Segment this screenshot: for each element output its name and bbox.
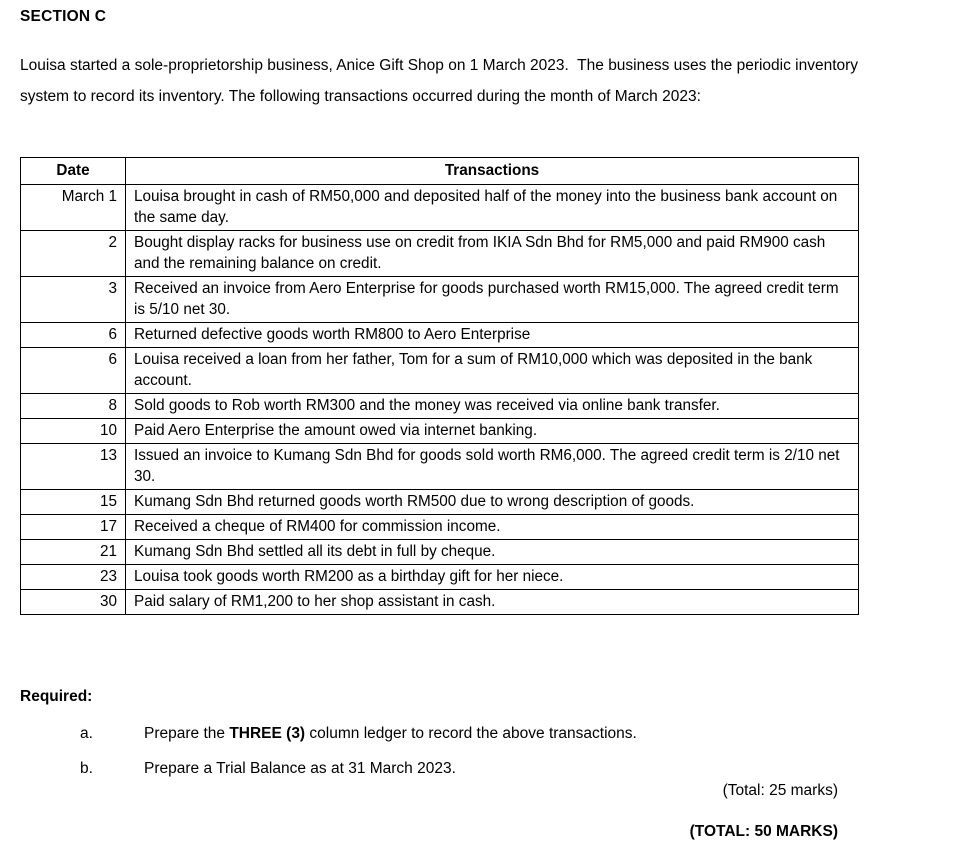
table-cell-date: 23 (21, 565, 126, 590)
transactions-table (20, 157, 859, 615)
table-cell-date: 30 (21, 590, 126, 615)
grand-total-note: (TOTAL: 50 MARKS) (689, 823, 838, 840)
table-row (21, 490, 859, 515)
column-header-transactions: Transactions (126, 158, 859, 185)
table-cell-transaction: Louisa received a loan from her father, Tom for a sum of RM10,000 which was deposited in the bank account. (126, 348, 859, 394)
table-cell-date: 3 (21, 277, 126, 323)
table-cell-date: 17 (21, 515, 126, 540)
table-cell-date: 8 (21, 394, 126, 419)
required-item-a-text-bold: THREE (3) (229, 725, 306, 742)
table-row (21, 185, 859, 231)
table-cell-transaction: Bought display racks for business use on credit from IKIA Sdn Bhd for RM5,000 and paid RM900 cash and the remaining balance on credit. (126, 231, 859, 277)
table-cell-transaction: Sold goods to Rob worth RM300 and the money was received via online bank transfer. (126, 394, 859, 419)
table-cell-transaction: Paid Aero Enterprise the amount owed via internet banking. (126, 419, 859, 444)
table-cell-transaction: Paid salary of RM1,200 to her shop assistant in cash. (126, 590, 859, 615)
table-cell-date: 15 (21, 490, 126, 515)
table-cell-transaction: Received a cheque of RM400 for commission income. (126, 515, 859, 540)
required-label: Required: (20, 688, 93, 705)
table-cell-transaction: Kumang Sdn Bhd settled all its debt in full by cheque. (126, 540, 859, 565)
table-cell-date: March 1 (21, 185, 126, 231)
table-cell-date: 6 (21, 348, 126, 394)
table-row (21, 590, 859, 615)
required-item-b-text-before: Prepare a Trial Balance as at 31 March 2023. (144, 760, 456, 777)
required-item-b-text (144, 760, 456, 777)
column-header-date: Date (21, 158, 126, 185)
transactions-table-body (21, 185, 859, 615)
table-cell-date: 6 (21, 323, 126, 348)
table-header-row (21, 158, 859, 185)
total-marks-note: (Total: 25 marks) (722, 782, 838, 799)
required-item-b (80, 758, 860, 780)
table-row (21, 394, 859, 419)
table-cell-transaction: Issued an invoice to Kumang Sdn Bhd for goods sold worth RM6,000. The agreed credit term is 2/10 net 30. (126, 444, 859, 490)
intro-paragraph: Louisa started a sole-proprietorship business, Anice Gift Shop on 1 March 2023. The business uses the periodic inventory system to record its inventory. The following transactions occurred during the month of March 2023: (20, 57, 863, 105)
table-cell-transaction: Louisa took goods worth RM200 as a birthday gift for her niece. (126, 565, 859, 590)
table-row (21, 323, 859, 348)
table-cell-date: 10 (21, 419, 126, 444)
table-row (21, 515, 859, 540)
required-item-a-text-before: Prepare the (144, 725, 230, 742)
required-item-a-text-after: column ledger to record the above transactions. (305, 725, 637, 742)
table-cell-transaction: Kumang Sdn Bhd returned goods worth RM500 due to wrong description of goods. (126, 490, 859, 515)
table-cell-date: 2 (21, 231, 126, 277)
required-item-b-marker: b. (80, 760, 93, 777)
page-title: SECTION C (20, 8, 107, 25)
table-row (21, 419, 859, 444)
table-row (21, 540, 859, 565)
table-cell-date: 21 (21, 540, 126, 565)
table-cell-transaction: Received an invoice from Aero Enterprise for goods purchased worth RM15,000. The agreed credit term is 5/10 net 30. (126, 277, 859, 323)
table-cell-transaction: Returned defective goods worth RM800 to Aero Enterprise (126, 323, 859, 348)
table-row (21, 444, 859, 490)
required-item-a-marker: a. (80, 725, 93, 742)
table-row (21, 277, 859, 323)
required-item-a (80, 723, 860, 745)
table-cell-date: 13 (21, 444, 126, 490)
required-item-a-text (144, 725, 637, 742)
table-cell-transaction: Louisa brought in cash of RM50,000 and deposited half of the money into the business bank account on the same day. (126, 185, 859, 231)
table-row (21, 348, 859, 394)
table-row (21, 565, 859, 590)
table-row (21, 231, 859, 277)
